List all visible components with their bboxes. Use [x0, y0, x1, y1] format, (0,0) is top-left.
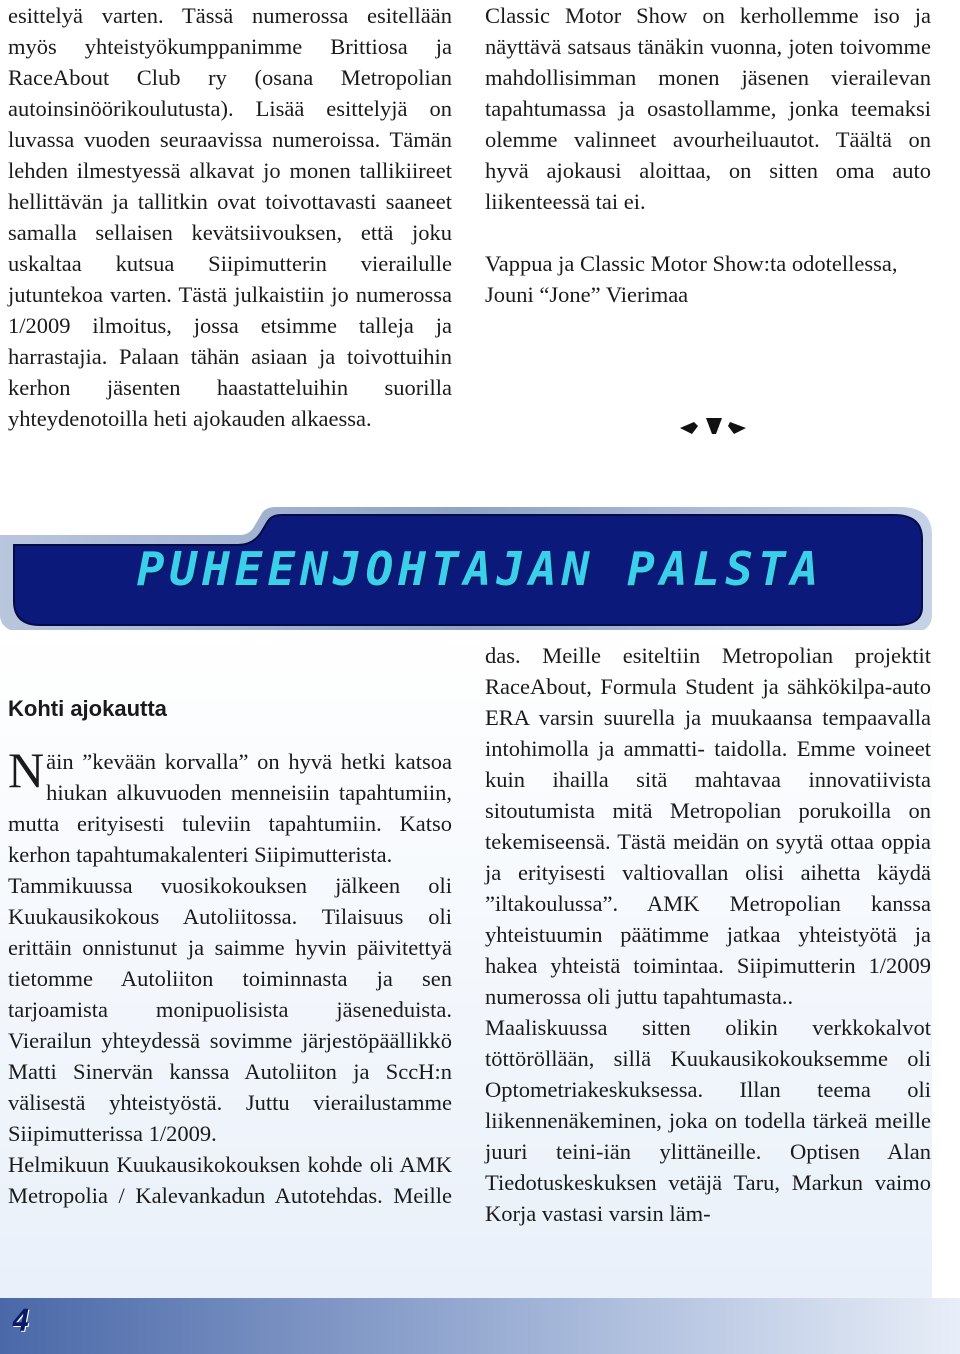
motor-show-paragraph: Classic Motor Show on kerhollemme iso ja näyttävä satsaus tänäkin vuonna, joten toivomme mahdollisimman monen jäsenen vierailevan tapahtumassa ja osastollamme, jonka teemaksi olemme valinneet avourheiluautot. Täältä on hyvä ajokausi aloittaa, on sitten oma auto liikenteessä tai ei. [485, 3, 931, 214]
drop-cap: N [8, 742, 45, 798]
banner-title: PUHEENJOHTAJAN PALSTA [136, 542, 824, 596]
closing-line: Vappua ja Classic Motor Show:ta odotellessa, [485, 251, 898, 276]
article-heading: Kohti ajokautta [8, 696, 167, 721]
article-left-column [8, 693, 452, 1211]
article-paragraph-4: Maaliskuussa sitten olikin verkkokalvot töttöröllään, sillä Kuukausikokouksemme oli Optometriakeskuksessa. Illan teema oli liikennenäkeminen, joka on todella tärkeä meille juuri teini-iän ylittäneille. Optisen Alan Tiedotuskeskuksen vetäjä Taru, Markun vaimo Korja vastasi varsin läm- [485, 1015, 931, 1226]
article-right-column [485, 640, 931, 1229]
top-right-column [485, 0, 931, 310]
article-paragraph-1: Näin ”kevään korvalla” on hyvä hetki katsoa hiukan alkuvuoden menneisiin tapahtumiin, mutta erityisesti tuleviin tapahtumiin. Katso kerhon tapahtumakalenteri Siipimutterista. [8, 742, 452, 867]
article-paragraph-3: Helmikuun Kuukausikokouksen kohde oli AMK Metropolia / Kalevankadun Autotehdas. Meille [8, 1152, 452, 1208]
intro-paragraph: esittelyä varten. Tässä numerossa esitellään myös yhteistyökumppanimme Brittiosa ja RaceAbout Club ry (osana Metropolian autoinsinöörikoulutusta). Lisää esittelyjä on luvassa vuoden seuraavissa numeroissa. Tämän lehden ilmestyessä alkavat jo monen tallikiireet hellittävän ja tallitkin ovat toivottavasti saaneet samalla sellaisen kevätsiivouksen, että joku uskaltaa kutsua Siipimutterin vierailulle jutuntekoa varten. Tästä julkaistiin jo numerossa 1/2009 ilmoitus, jossa etsimme talleja ja harrastajia. Palaan tähän asiaan ja toivottuihin kerhon jäsenten haastatteluihin suorilla yhteydenotoilla heti ajokauden alkaessa. [8, 3, 452, 431]
article-paragraph-3-continued: das. Meille esiteltiin Metropolian projektit RaceAbout, Formula Student ja sähkökilpa-auto ERA varsin suurella ja muukaansa tempaavalla intohimolla ja ammatti- taidolla. Emme voineet kuin ihailla sitä mahtavaa innovatiivista sitoutumista mitä Metropolian porukoilla on tekemiseensä. Tästä meidän on syytä ottaa oppia ja erityisesti valtiovallan olisi aihetta käydä ”iltakoulussa”. AMK Metropolian kanssa yhteistuumin päätimme jatkaa yhteistyötä ja hakea yhteistä toimintaa. Siipimutterin 1/2009 numerossa oli juttu tapahtumasta.. [485, 643, 931, 1009]
footer-bar [0, 1298, 960, 1354]
page-number: 4 [12, 1304, 31, 1339]
article-paragraph-2: Tammikuussa vuosikokouksen jälkeen oli Kuukausikokous Autoliitossa. Tilaisuus oli erittäin onnistunut ja saimme hyvin päivitettyä tietomme Autoliiton toiminnasta ja sen tarjoamista monipuolisista jäseneduista. Vierailun yhteydessä sovimme järjestöpäällikkö Matti Sinervän kanssa Autoliiton ja SccH:n välisestä yhteistyöstä. Juttu vierailustamme Siipimutterissa 1/2009. [8, 873, 452, 1146]
signature: Jouni “Jone” Vierimaa [485, 282, 689, 307]
separator-ornament-icon [678, 414, 748, 444]
top-left-column [8, 0, 452, 434]
